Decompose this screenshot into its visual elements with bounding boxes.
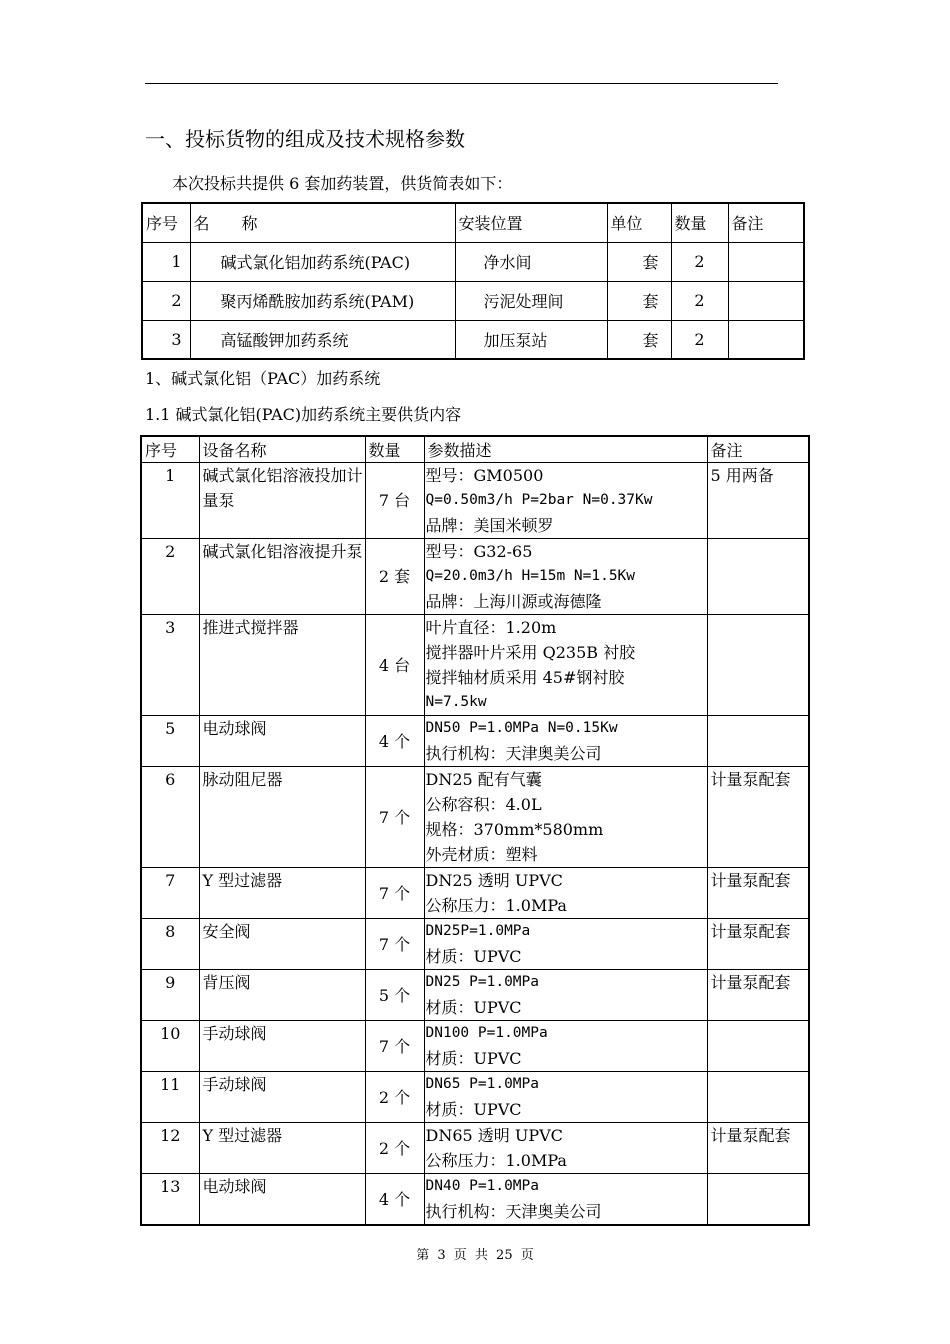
cell-params [424,539,707,615]
cell-seq: 1 [142,242,190,281]
cell-note [728,281,804,320]
cell-equipment-name: 脉动阻尼器 [199,767,365,868]
cell-seq: 3 [141,615,199,716]
param-line: 材质：UPVC [425,998,522,1017]
param-line: 外壳材质：塑料 [425,845,538,864]
param-line: DN25P=1.0MPa [425,923,531,939]
table-row [141,463,809,539]
cell-note: 计量泵配套 [707,970,809,1021]
header-seq: 序号 [142,203,190,242]
cell-note [707,539,809,615]
cell-note: 计量泵配套 [707,868,809,919]
cell-note [707,1174,809,1226]
cell-seq: 10 [141,1021,199,1072]
cell-qty: 7 个 [365,868,424,919]
header-rule [145,83,778,84]
table-row [141,919,809,970]
header-seq: 序号 [141,436,199,463]
param-line: N=7.5kw [425,694,487,710]
cell-note [707,615,809,716]
intro-text: 本次投标共提供 6 套加药装置，供货简表如下： [172,174,513,193]
header-name: 名 称 [190,203,455,242]
cell-location: 污泥处理间 [455,281,607,320]
param-line: 搅拌器叶片采用 Q235B 衬胶 [425,643,636,662]
cell-seq: 5 [141,716,199,767]
param-line: 型号：G32-65 [425,542,533,561]
header-qty: 数量 [365,436,424,463]
header-equipment-name: 设备名称 [199,436,365,463]
cell-params [424,970,707,1021]
cell-params [424,1021,707,1072]
cell-note: 5 用两备 [707,463,809,539]
param-line: 材质：UPVC [425,1100,522,1119]
cell-seq: 8 [141,919,199,970]
subsection-title: 1、碱式氯化铝（PAC）加药系统 [145,369,381,388]
param-line: 公称压力：1.0MPa [425,896,567,915]
table-row [142,281,804,320]
cell-note [728,320,804,359]
table-row [141,767,809,868]
cell-note: 计量泵配套 [707,919,809,970]
param-line: 执行机构：天津奥美公司 [425,1202,602,1221]
cell-seq: 12 [141,1123,199,1174]
cell-params [424,463,707,539]
supply-table-header-row [142,203,804,242]
cell-qty: 4 个 [365,1174,424,1226]
cell-location: 加压泵站 [455,320,607,359]
cell-note [707,1072,809,1123]
cell-qty: 2 [671,320,728,359]
cell-qty: 7 个 [365,1021,424,1072]
detail-table-header-row [141,436,809,463]
detail-supply-table [140,435,810,1226]
cell-equipment-name: Y 型过滤器 [199,868,365,919]
param-line: DN25 配有气囊 [425,770,542,789]
param-line: 材质：UPVC [425,1049,522,1068]
table-row [142,320,804,359]
table-row [142,242,804,281]
cell-note [707,716,809,767]
cell-unit: 套 [607,320,671,359]
cell-equipment-name: 安全阀 [199,919,365,970]
cell-unit: 套 [607,242,671,281]
table-row [141,1072,809,1123]
cell-equipment-name: 电动球阀 [199,716,365,767]
cell-qty: 7 个 [365,919,424,970]
param-line: DN65 透明 UPVC [425,1126,563,1145]
header-params: 参数描述 [424,436,707,463]
param-line: 材质：UPVC [425,947,522,966]
cell-equipment-name: 手动球阀 [199,1072,365,1123]
cell-qty: 4 台 [365,615,424,716]
cell-qty: 2 套 [365,539,424,615]
cell-equipment-name: 碱式氯化铝溶液投加计量泵 [199,463,365,539]
cell-params [424,615,707,716]
table-row [141,1021,809,1072]
cell-params [424,716,707,767]
cell-qty: 7 台 [365,463,424,539]
cell-params [424,1174,707,1226]
cell-params [424,1123,707,1174]
cell-params [424,1072,707,1123]
table-row [141,615,809,716]
param-line: DN65 P=1.0MPa [425,1076,539,1092]
cell-seq: 2 [141,539,199,615]
cell-equipment-name: Y 型过滤器 [199,1123,365,1174]
table-row [141,1174,809,1226]
cell-seq: 13 [141,1174,199,1226]
cell-note: 计量泵配套 [707,1123,809,1174]
cell-qty: 2 [671,281,728,320]
param-line: Q=0.50m3/h P=2bar N=0.37Kw [425,492,653,508]
param-line: 品牌：美国米顿罗 [425,516,554,535]
cell-seq: 3 [142,320,190,359]
cell-name: 高锰酸钾加药系统 [190,320,455,359]
cell-seq: 2 [142,281,190,320]
header-unit: 单位 [607,203,671,242]
param-line: 搅拌轴材质采用 45#钢衬胶 [425,668,625,687]
page-footer: 第 3 页 共 25 页 [416,1248,534,1263]
cell-params [424,919,707,970]
cell-unit: 套 [607,281,671,320]
table-row [141,970,809,1021]
header-note: 备注 [728,203,804,242]
header-note: 备注 [707,436,809,463]
cell-location: 净水间 [455,242,607,281]
cell-equipment-name: 手动球阀 [199,1021,365,1072]
cell-qty: 2 个 [365,1123,424,1174]
cell-qty: 7 个 [365,767,424,868]
cell-qty: 5 个 [365,970,424,1021]
subsection-subtitle: 1.1 碱式氯化铝(PAC)加药系统主要供货内容 [145,405,462,424]
header-location: 安装位置 [455,203,607,242]
cell-name: 聚丙烯酰胺加药系统(PAM) [190,281,455,320]
param-line: DN25 透明 UPVC [425,871,563,890]
param-line: 规格：370mm*580mm [425,820,604,839]
cell-note [728,242,804,281]
table-row [141,716,809,767]
cell-params [424,868,707,919]
supply-summary-table [141,202,805,360]
cell-seq: 7 [141,868,199,919]
table-row [141,539,809,615]
param-line: DN25 P=1.0MPa [425,974,539,990]
cell-name: 碱式氯化铝加药系统(PAC) [190,242,455,281]
cell-equipment-name: 推进式搅拌器 [199,615,365,716]
cell-qty: 2 个 [365,1072,424,1123]
param-line: 叶片直径：1.20m [425,618,557,637]
cell-equipment-name: 碱式氯化铝溶液提升泵 [199,539,365,615]
cell-qty: 4 个 [365,716,424,767]
param-line: 品牌：上海川源或海德隆 [425,592,602,611]
param-line: DN50 P=1.0MPa N=0.15Kw [425,720,618,736]
cell-equipment-name: 背压阀 [199,970,365,1021]
param-line: DN40 P=1.0MPa [425,1178,539,1194]
cell-equipment-name: 电动球阀 [199,1174,365,1226]
section-heading: 一、投标货物的组成及技术规格参数 [145,127,465,151]
cell-qty: 2 [671,242,728,281]
param-line: DN100 P=1.0MPa [425,1025,548,1041]
cell-params [424,767,707,868]
cell-seq: 6 [141,767,199,868]
param-line: 型号：GM0500 [425,466,544,485]
param-line: 执行机构：天津奥美公司 [425,744,602,763]
header-qty: 数量 [671,203,728,242]
param-line: 公称压力：1.0MPa [425,1151,567,1170]
table-row [141,868,809,919]
cell-seq: 9 [141,970,199,1021]
cell-seq: 11 [141,1072,199,1123]
detail-table-body [141,463,809,1226]
param-line: 公称容积：4.0L [425,795,542,814]
cell-note [707,1021,809,1072]
cell-seq: 1 [141,463,199,539]
param-line: Q=20.0m3/h H=15m N=1.5Kw [425,568,636,584]
cell-note: 计量泵配套 [707,767,809,868]
table-row [141,1123,809,1174]
